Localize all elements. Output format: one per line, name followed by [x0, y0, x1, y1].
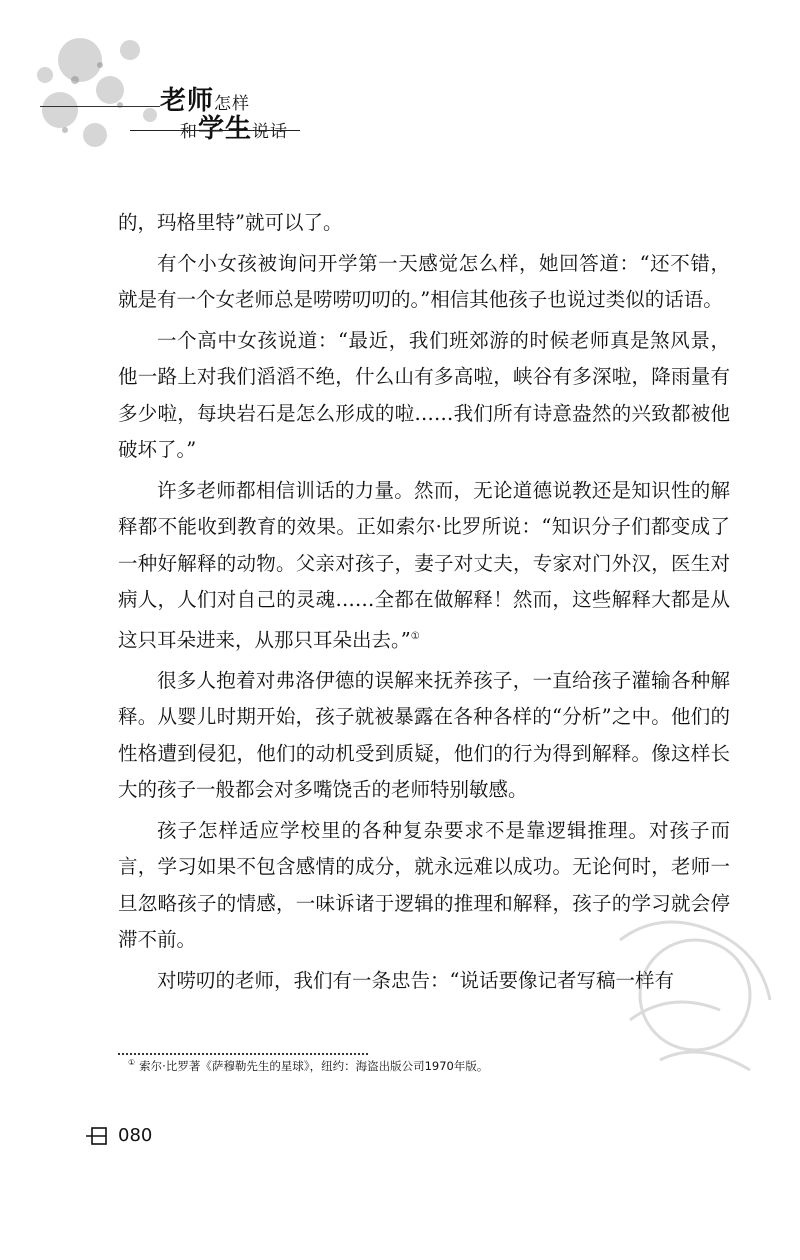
header-rule [130, 130, 300, 131]
paragraph: 的，玛格里特”就可以了。 [118, 211, 343, 234]
running-header [0, 0, 360, 200]
paragraph: 有个小女孩被询问开学第一天感觉怎么样，她回答道：“还不错，就是有一个女老师总是唠唠叨叨的。”相信其他孩子也说过类似的话语。 [118, 251, 730, 311]
body-text [118, 205, 730, 1003]
watermark-stamp-icon [600, 900, 790, 1100]
paragraph: 一个高中女孩说道：“最近，我们班郊游的时候老师真是煞风景，他一路上对我们滔滔不绝，什么山有多高啦，峡谷有多深啦，降雨量有多少啦，每块岩石是怎么形成的啦……我们所有诗意盎然的兴致都被他破坏了。” [118, 328, 730, 461]
footnote-reference[interactable]: ① [410, 630, 420, 642]
paragraph-text: 许多老师都相信训话的力量。然而，无论道德说教还是知识性的解释都不能收到教育的效果。正如索尔·比罗所说：“知识分子们都变成了一种好解释的动物。父亲对孩子，妻子对丈夫，专家对门外汉，医生对病人，人们对自己的灵魂……全都在做解释！然而，这些解释大都是从这只耳朵进来，从那只耳朵出去。” [118, 478, 730, 651]
title-big-2: 学生 [198, 114, 253, 144]
paragraph: 孩子怎样适应学校里的各种复杂要求不是靠逻辑推理。对孩子而言，学习如果不包含感情的成分，就永远难以成功。无论何时，老师一旦忽略孩子的情感，一味诉诸于逻辑的推理和解释，孩子的学习就会停滞不前。 [118, 818, 730, 951]
paragraph: 很多人抱着对弗洛伊德的误解来抚养孩子，一直给孩子灌输各种解释。从婴儿时期开始，孩子就被暴露在各种各样的“分析”之中。他们的性格遭到侵犯，他们的动机受到质疑，他们的行为得到解释。像这样长大的孩子一般都会对多嘴饶舌的老师特别敏感。 [118, 668, 730, 801]
title-small-2a: 和 [180, 122, 198, 142]
footnote [128, 1058, 488, 1074]
footnote-mark: ① [128, 1058, 136, 1068]
header-rule-left [40, 106, 160, 107]
footnote-text: 索尔·比罗著《萨穆勒先生的星球》，纽约：海盗出版公司1970年版。 [139, 1059, 489, 1073]
paragraph: 对唠叨的老师，我们有一条忠告：“说话要像记者写稿一样有 [157, 968, 674, 992]
page-marker-icon [86, 1126, 112, 1146]
book-title-line2 [180, 108, 288, 145]
page-footer [86, 1125, 152, 1146]
title-big-1: 老师 [160, 86, 215, 116]
page-number: 080 [118, 1125, 153, 1146]
footnote-separator [118, 1053, 368, 1055]
title-small-1: 怎样 [214, 94, 251, 114]
paragraph-with-footnote [118, 473, 730, 659]
title-small-2b: 说话 [252, 122, 289, 142]
